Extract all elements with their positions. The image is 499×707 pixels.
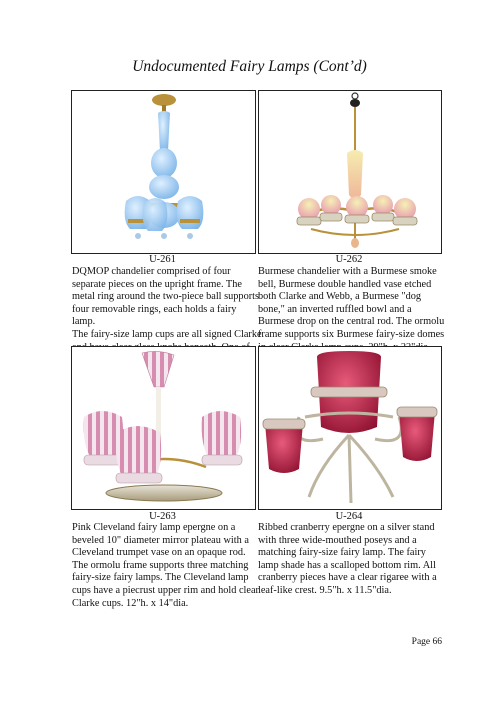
page-title: Undocumented Fairy Lamps (Cont’d)	[132, 58, 367, 75]
blue-chandelier-image	[72, 91, 255, 253]
caption-code-u262: U-262	[335, 254, 363, 265]
caption-code-u261: U-261	[149, 254, 176, 265]
burmese-chandelier-image	[259, 91, 441, 253]
pink-epergne-image	[72, 347, 255, 509]
caption-code-u264: U-264	[335, 511, 363, 522]
description-u262: Burmese chandelier with a Burmese smoke bell, Burmese double handled vase etched both Clarke and Webb, a Burmese "dog bone," an inverted ruffled bowl and a Burmese drop on the central rod. The ormolu frame supports six Burmese fairy-size domes	[258, 266, 445, 340]
photo-u261	[71, 90, 256, 254]
photo-u262	[258, 90, 442, 254]
caption-code-u263: U-263	[149, 511, 176, 522]
description-u264: Ribbed cranberry epergne on a silver stand with three wide-mouthed poseys and a matching fairy-size fairy lamp. The fairy lamp shade has a scalloped bottom rim. All cranberry pieces have a clear rigaree with a leaf-like crest. 9.5"h. x 11.5"dia.	[258, 522, 437, 596]
photo-u264	[258, 346, 442, 510]
photo-u263	[71, 346, 256, 510]
cranberry-epergne-image	[259, 347, 441, 509]
description-u263: Pink Cleveland fairy lamp epergne on a beveled 10" diameter mirror plateau with a Cleveland trumpet vase on an opaque rod. The ormolu frame supports three matching fairy-size fairy lamps. The Cleveland lamp cups have a piecrust upper rim and hold clear Clarke cups. 12"h. x 14"dia.	[72, 522, 259, 609]
page-number: Page 66	[411, 637, 442, 647]
description-u261: DQMOP chandelier comprised of four separate pieces on the upright frame. The metal ring around the two-piece ball supports four removable rings, each holds a fairy lamp. The fairy-size lamp cups are all signed Clarke	[72, 266, 262, 340]
